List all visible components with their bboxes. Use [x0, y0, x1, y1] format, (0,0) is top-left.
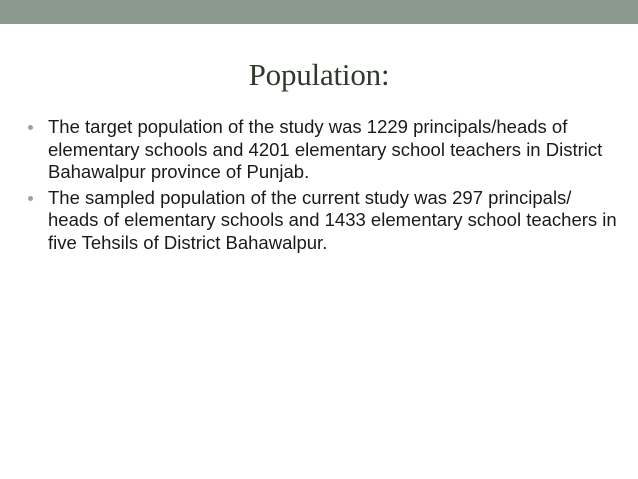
bullet-text: The sampled population of the current study was 297 principals/ heads of elementary schools and 1433 elementary school teachers in five Tehsils of District Bahawalpur. [48, 186, 617, 253]
slide-header-bar [0, 0, 638, 24]
bullet-dot-icon [28, 196, 33, 201]
bullet-dot-icon [28, 125, 33, 130]
bullet-list [28, 116, 618, 257]
bullet-item-target-population [28, 116, 618, 184]
bullet-item-sampled-population [28, 187, 618, 255]
bullet-text: The target population of the study was 1229 principals/heads of elementary schools and 4201 elementary school teachers in District Bahawalpur province of Punjab. [48, 116, 603, 182]
slide-title: Population: [248, 57, 390, 92]
